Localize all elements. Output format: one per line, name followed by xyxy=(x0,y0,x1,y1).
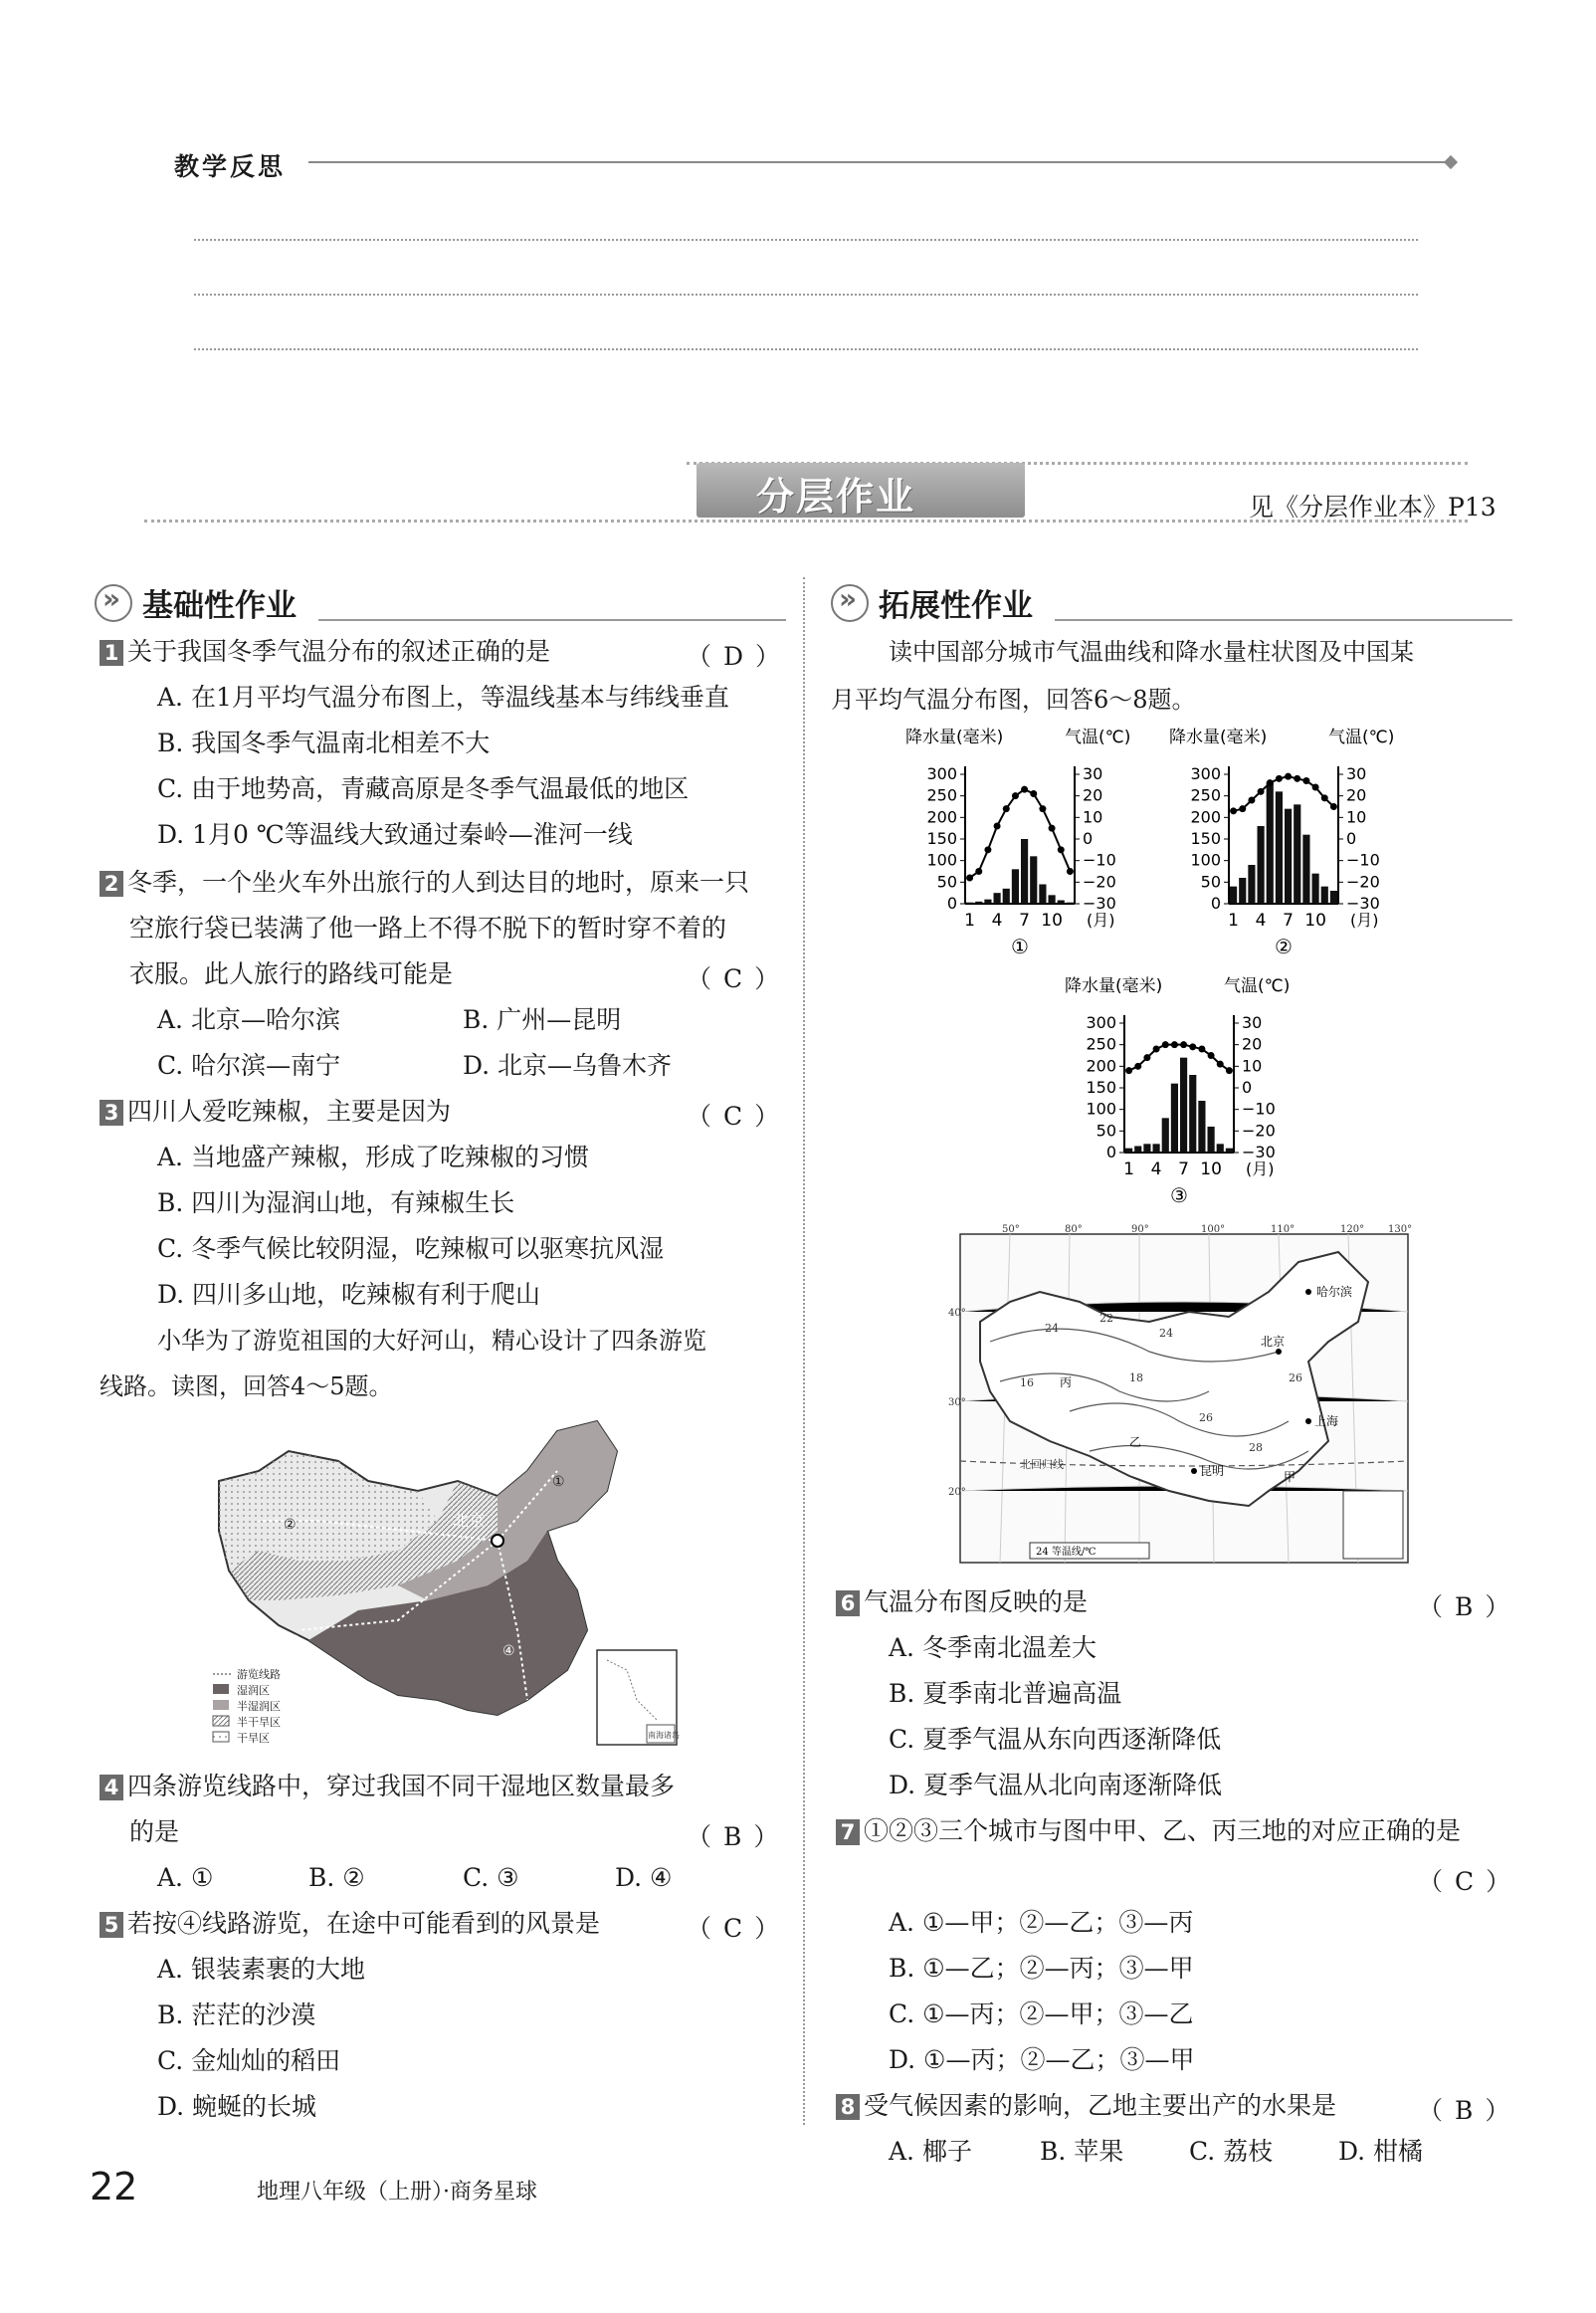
precip-tick-label: 0 xyxy=(1105,1143,1116,1161)
temp-point xyxy=(975,868,982,875)
q3-option-b: B. 四川为湿润山地，有辣椒生长 xyxy=(157,1188,515,1217)
precip-bar xyxy=(1258,826,1265,904)
question-2-line3: 衣服。此人旅行的路线可能是 xyxy=(129,959,454,988)
precip-bar xyxy=(1067,903,1074,904)
temp-point xyxy=(1312,784,1319,791)
svg-text:24: 24 xyxy=(1159,1327,1173,1340)
precip-bar xyxy=(1208,1127,1215,1153)
svg-text:哈尔滨: 哈尔滨 xyxy=(1316,1285,1353,1299)
precip-bar xyxy=(1285,809,1292,904)
svg-text:28: 28 xyxy=(1249,1441,1263,1454)
precip-bar xyxy=(1180,1058,1187,1153)
q8-option-a: A. 椰子 xyxy=(889,2137,972,2166)
precip-bar xyxy=(1189,1075,1196,1153)
month-unit: (月) xyxy=(1350,911,1379,930)
precip-bar xyxy=(1267,783,1274,904)
precip-bar xyxy=(975,902,982,904)
svg-text:22: 22 xyxy=(1099,1312,1113,1325)
q4-option-c: C. ③ xyxy=(463,1863,519,1892)
temp-point xyxy=(1267,779,1274,786)
temp-tick-label: 30 xyxy=(1083,764,1103,783)
q1-option-a: A. 在1月平均气温分布图上，等温线基本与纬线垂直 xyxy=(157,683,729,712)
precip-bar xyxy=(1294,804,1300,904)
svg-text:丙: 丙 xyxy=(1060,1375,1073,1389)
month-tick-label: 1 xyxy=(1123,1159,1134,1179)
temp-tick-label: −10 xyxy=(1242,1099,1276,1119)
precip-tick-label: 200 xyxy=(1086,1056,1116,1076)
basic-heading: »基础性作业 xyxy=(95,580,297,625)
q2-option-a: A. 北京—哈尔滨 xyxy=(157,1005,340,1034)
temp-tick-label: 0 xyxy=(1346,829,1357,848)
q8-option-b: B. 苹果 xyxy=(1040,2137,1124,2166)
temp-tick-label: 30 xyxy=(1242,1013,1263,1032)
precip-bar xyxy=(1162,1118,1169,1153)
precip-tick-label: 150 xyxy=(1190,829,1221,848)
q6-option-b: B. 夏季南北普遍高温 xyxy=(889,1679,1122,1708)
precip-bar xyxy=(1230,887,1237,904)
question-4: 4 四条游览线路中，穿过我国不同干湿地区数量最多 xyxy=(100,1772,675,1801)
temp-point xyxy=(1198,1046,1205,1053)
svg-text:北京: 北京 xyxy=(1261,1335,1286,1349)
q8-option-c: C. 荔枝 xyxy=(1189,2137,1274,2166)
precip-bar xyxy=(1312,874,1319,904)
question-4-line2: 的是 xyxy=(129,1817,180,1846)
precip-tick-label: 0 xyxy=(1210,894,1221,913)
temp-point xyxy=(994,823,1001,830)
question-6: 6 气温分布图反映的是 xyxy=(836,1587,1088,1617)
q3-option-a: A. 当地盛产辣椒，形成了吃辣椒的习惯 xyxy=(157,1143,589,1171)
svg-text:26: 26 xyxy=(1199,1411,1213,1424)
climate-chart-2 xyxy=(1169,725,1418,967)
china-dryness-map xyxy=(199,1411,716,1750)
temp-point xyxy=(1039,805,1046,812)
question-7: 7 ①②③三个城市与图中甲、乙、丙三地的对应正确的是 xyxy=(836,1816,1461,1846)
q4-option-b: B. ② xyxy=(308,1863,365,1892)
reflection-dotline xyxy=(194,294,1418,296)
svg-text:昆明: 昆明 xyxy=(1200,1464,1225,1478)
temp-point xyxy=(966,875,973,882)
precip-bar xyxy=(1003,889,1010,904)
svg-text:甲: 甲 xyxy=(1284,1470,1297,1484)
temp-point xyxy=(1180,1041,1187,1048)
svg-text:120°: 120° xyxy=(1340,1224,1365,1235)
precip-tick-label: 200 xyxy=(926,807,957,827)
svg-text:20°: 20° xyxy=(948,1487,966,1498)
svg-text:24 等温线/℃: 24 等温线/℃ xyxy=(1036,1547,1097,1558)
precip-axis-label: 降水量(毫米) xyxy=(1065,976,1163,996)
q6-option-a: A. 冬季南北温差大 xyxy=(889,1633,1097,1662)
month-tick-label: 10 xyxy=(1304,911,1326,931)
q3-option-d: D. 四川多山地，吃辣椒有利于爬山 xyxy=(157,1280,541,1309)
precip-tick-label: 300 xyxy=(1086,1013,1116,1032)
precip-tick-label: 100 xyxy=(926,850,957,870)
temp-tick-label: 0 xyxy=(1083,829,1094,848)
reflection-rule xyxy=(308,161,1448,163)
temp-point xyxy=(1012,792,1019,799)
month-tick-label: 7 xyxy=(1283,911,1294,931)
temp-tick-label: 20 xyxy=(1242,1034,1263,1054)
precip-tick-label: 300 xyxy=(926,764,957,783)
month-tick-label: 10 xyxy=(1200,1159,1222,1179)
precip-bar xyxy=(984,900,991,904)
month-tick-label: 7 xyxy=(1019,911,1030,931)
svg-text:乙: 乙 xyxy=(1129,1435,1142,1449)
temp-point xyxy=(1153,1046,1160,1053)
precip-tick-label: 300 xyxy=(1190,764,1221,783)
chart-number-label: ③ xyxy=(1170,1183,1188,1207)
temp-tick-label: −20 xyxy=(1083,872,1116,892)
temp-axis-label: 气温(℃) xyxy=(1328,728,1395,747)
answer-2: （C） xyxy=(687,964,792,993)
precip-bar xyxy=(1030,856,1037,904)
climate-chart-1 xyxy=(905,725,1154,967)
precip-bar xyxy=(1198,1101,1205,1153)
temp-tick-label: −10 xyxy=(1083,850,1116,870)
precip-axis-label: 降水量(毫米) xyxy=(905,728,1004,747)
answer-3: （C） xyxy=(687,1102,792,1131)
temp-tick-label: −30 xyxy=(1083,894,1116,913)
chart-number-label: ② xyxy=(1275,935,1293,958)
precip-tick-label: 50 xyxy=(936,872,957,892)
svg-text:游览线路: 游览线路 xyxy=(237,1668,281,1681)
precip-bar xyxy=(1143,1144,1150,1153)
month-tick-label: 7 xyxy=(1178,1159,1189,1179)
precip-tick-label: 150 xyxy=(1086,1078,1116,1097)
reflection-dotline xyxy=(194,239,1418,241)
precip-tick-label: 200 xyxy=(1190,807,1221,827)
month-tick-label: 1 xyxy=(1228,911,1239,931)
precip-bar xyxy=(1302,835,1309,904)
svg-text:干旱区: 干旱区 xyxy=(237,1732,270,1745)
temp-point xyxy=(1294,775,1300,782)
answer-4: （B） xyxy=(687,1822,791,1851)
precip-bar xyxy=(1012,869,1019,904)
q7-option-b: B. ①—乙；②—丙；③—甲 xyxy=(889,1954,1194,1983)
temp-point xyxy=(1058,846,1065,853)
q5-option-d: D. 蜿蜒的长城 xyxy=(157,2092,317,2121)
temp-point xyxy=(984,846,991,853)
q2-option-d: D. 北京—乌鲁木齐 xyxy=(463,1051,673,1080)
temp-point xyxy=(1067,868,1074,875)
isotherm-map xyxy=(950,1222,1418,1571)
svg-text:26: 26 xyxy=(1289,1371,1302,1384)
month-unit: (月) xyxy=(1246,1159,1275,1178)
column-divider xyxy=(803,577,805,2125)
precip-bar xyxy=(1248,865,1255,904)
svg-text:130°: 130° xyxy=(1388,1224,1413,1235)
precip-tick-label: 100 xyxy=(1190,850,1221,870)
temp-point xyxy=(1248,797,1255,804)
temp-tick-label: 10 xyxy=(1242,1056,1263,1076)
extended-intro-line1: 读中国部分城市气温曲线和降水量柱状图及中国某 xyxy=(889,638,1414,666)
temp-point xyxy=(1021,786,1028,793)
svg-text:④: ④ xyxy=(502,1643,515,1659)
temp-tick-label: 10 xyxy=(1346,807,1367,827)
precip-tick-label: 100 xyxy=(1086,1099,1116,1119)
precip-bar xyxy=(966,903,973,904)
precip-bar xyxy=(1171,1084,1178,1153)
question-8: 8 受气候因素的影响，乙地主要出产的水果是 xyxy=(836,2091,1336,2121)
q7-option-c: C. ①—丙；②—甲；③—乙 xyxy=(889,1999,1194,2028)
temp-point xyxy=(1030,790,1037,797)
temp-point xyxy=(1230,807,1237,814)
temp-point xyxy=(1134,1063,1141,1070)
q5-option-b: B. 茫茫的沙漠 xyxy=(157,2000,316,2029)
month-tick-label: 1 xyxy=(964,911,975,931)
arrow-icon xyxy=(95,584,132,622)
precip-tick-label: 250 xyxy=(1086,1034,1116,1054)
q4-option-d: D. ④ xyxy=(615,1863,673,1892)
temp-point xyxy=(1330,803,1337,810)
precip-tick-label: 150 xyxy=(926,829,957,848)
question-1: 1 关于我国冬季气温分布的叙述正确的是 xyxy=(100,637,550,667)
precip-axis-label: 降水量(毫米) xyxy=(1169,728,1268,747)
q1-option-c: C. 由于地势高，青藏高原是冬季气温最低的地区 xyxy=(157,774,690,803)
svg-text:上海: 上海 xyxy=(1314,1414,1339,1428)
temp-point xyxy=(1171,1041,1178,1048)
temp-tick-label: 20 xyxy=(1346,785,1367,805)
svg-text:90°: 90° xyxy=(1131,1224,1149,1235)
temp-point xyxy=(1143,1054,1150,1061)
answer-7: （C） xyxy=(1418,1867,1523,1896)
svg-text:110°: 110° xyxy=(1271,1224,1296,1235)
precip-bar xyxy=(1039,885,1046,905)
temp-point xyxy=(1239,805,1246,812)
q7-option-d: D. ①—丙；②—乙；③—甲 xyxy=(889,2045,1195,2074)
temp-tick-label: −20 xyxy=(1242,1121,1276,1141)
precip-tick-label: 250 xyxy=(1190,785,1221,805)
svg-text:北京: 北京 xyxy=(453,1511,486,1530)
temp-tick-label: 10 xyxy=(1083,807,1103,827)
banner-reference: 见《分层作业本》P13 xyxy=(1249,493,1496,522)
intro-4-5-line2: 线路。读图，回答4～5题。 xyxy=(100,1372,393,1400)
q2-option-c: C. 哈尔滨—南宁 xyxy=(157,1051,341,1080)
svg-text:北回归线: 北回归线 xyxy=(1020,1458,1064,1471)
svg-text:18: 18 xyxy=(1129,1371,1143,1384)
extended-heading: »拓展性作业 xyxy=(831,580,1033,625)
svg-text:半干旱区: 半干旱区 xyxy=(237,1716,281,1729)
answer-8: （B） xyxy=(1418,2096,1522,2125)
question-2: 2 冬季，一个坐火车外出旅行的人到达目的地时，原来一只 xyxy=(100,868,749,898)
page-number: 22 xyxy=(90,2165,138,2208)
temp-point xyxy=(1049,825,1056,832)
temp-point xyxy=(1285,773,1292,780)
book-title: 地理八年级（上册）·商务星球 xyxy=(257,2180,537,2205)
svg-text:半湿润区: 半湿润区 xyxy=(237,1700,281,1713)
precip-bar xyxy=(1226,1149,1233,1153)
temp-tick-label: −10 xyxy=(1346,850,1380,870)
svg-text:100°: 100° xyxy=(1201,1224,1226,1235)
svg-text:40°: 40° xyxy=(948,1308,966,1319)
svg-text:24: 24 xyxy=(1045,1322,1059,1335)
precip-bar xyxy=(1134,1147,1141,1154)
precip-bar xyxy=(1021,839,1028,904)
answer-1: （D） xyxy=(687,642,793,671)
question-2-line2: 空旅行袋已装满了他一路上不得不脱下的暂时穿不着的 xyxy=(129,914,727,943)
question-5: 5 若按④线路游览，在途中可能看到的风景是 xyxy=(100,1909,600,1939)
answer-6: （B） xyxy=(1418,1592,1522,1621)
temp-axis-label: 气温(℃) xyxy=(1224,976,1291,996)
temp-axis-label: 气温(℃) xyxy=(1065,728,1131,747)
answer-5: （C） xyxy=(687,1914,792,1943)
temp-point xyxy=(1226,1067,1233,1074)
extended-heading-rule xyxy=(1055,619,1512,621)
svg-text:50°: 50° xyxy=(1002,1224,1020,1235)
svg-text:①: ① xyxy=(552,1474,565,1490)
month-tick-label: 4 xyxy=(991,911,1003,931)
temp-point xyxy=(1162,1041,1169,1048)
svg-text:30°: 30° xyxy=(948,1397,966,1408)
precip-bar xyxy=(1049,895,1056,904)
banner-title: 分层作业 xyxy=(756,475,916,519)
precip-tick-label: 250 xyxy=(926,785,957,805)
temp-tick-label: −30 xyxy=(1346,894,1380,913)
temp-line xyxy=(1234,776,1334,811)
q6-option-d: D. 夏季气温从北向南逐渐降低 xyxy=(889,1771,1223,1799)
temp-point xyxy=(1125,1067,1132,1074)
precip-bar xyxy=(1153,1144,1160,1153)
svg-text:湿润区: 湿润区 xyxy=(237,1684,270,1697)
svg-text:16: 16 xyxy=(1020,1376,1034,1389)
climate-chart-3 xyxy=(1065,973,1313,1216)
arrow-icon xyxy=(831,584,869,622)
temp-tick-label: −30 xyxy=(1242,1143,1276,1161)
temp-point xyxy=(1276,775,1283,782)
q4-option-a: A. ① xyxy=(157,1863,214,1892)
precip-tick-label: 0 xyxy=(946,894,957,913)
svg-text:③: ③ xyxy=(289,1633,301,1649)
precip-bar xyxy=(1276,791,1283,904)
q1-option-b: B. 我国冬季气温南北相差不大 xyxy=(157,729,491,757)
temp-point xyxy=(1321,794,1328,801)
precip-tick-label: 50 xyxy=(1096,1121,1116,1141)
temp-tick-label: 30 xyxy=(1346,764,1367,783)
temp-tick-label: 0 xyxy=(1242,1078,1253,1097)
q5-option-a: A. 银装素裹的大地 xyxy=(157,1955,365,1984)
basic-heading-rule xyxy=(318,619,786,621)
q2-option-b: B. 广州—昆明 xyxy=(463,1005,622,1034)
temp-line xyxy=(970,789,1071,878)
temp-point xyxy=(1302,777,1309,784)
q1-option-d: D. 1月0 ℃等温线大致通过秦岭—淮河一线 xyxy=(157,820,633,849)
extended-intro-line2: 月平均气温分布图，回答6～8题。 xyxy=(831,686,1196,714)
precip-bar xyxy=(1125,1149,1132,1153)
chart-number-label: ① xyxy=(1011,935,1029,958)
q8-option-d: D. 柑橘 xyxy=(1338,2137,1424,2166)
temp-point xyxy=(1258,788,1265,795)
temp-point xyxy=(1217,1061,1224,1068)
temp-tick-label: −20 xyxy=(1346,872,1380,892)
precip-bar xyxy=(1330,891,1337,904)
svg-text:80°: 80° xyxy=(1065,1224,1083,1235)
reflection-dotline xyxy=(194,348,1418,350)
precip-bar xyxy=(1058,901,1065,904)
svg-text:②: ② xyxy=(284,1517,297,1533)
question-3: 3 四川人爱吃辣椒，主要是因为 xyxy=(100,1097,451,1127)
temp-tick-label: 20 xyxy=(1083,785,1103,805)
temp-point xyxy=(1208,1052,1215,1059)
month-tick-label: 10 xyxy=(1041,911,1063,931)
temp-point xyxy=(1003,805,1010,812)
month-tick-label: 4 xyxy=(1255,911,1267,931)
svg-text:南海诸岛: 南海诸岛 xyxy=(648,1731,680,1740)
intro-4-5-line1: 小华为了游览祖国的大好河山，精心设计了四条游览 xyxy=(157,1327,706,1355)
reflection-title: 教学反思 xyxy=(174,152,287,181)
precip-bar xyxy=(1239,878,1246,904)
precip-bar xyxy=(1217,1144,1224,1153)
temp-point xyxy=(1189,1043,1196,1050)
month-tick-label: 4 xyxy=(1150,1159,1162,1179)
q6-option-c: C. 夏季气温从东向西逐渐降低 xyxy=(889,1725,1222,1754)
q3-option-c: C. 冬季气候比较阴湿，吃辣椒可以驱寒抗风湿 xyxy=(157,1234,665,1263)
q5-option-c: C. 金灿灿的稻田 xyxy=(157,2046,341,2075)
precip-bar xyxy=(1321,887,1328,904)
q7-option-a: A. ①—甲；②—乙；③—丙 xyxy=(889,1908,1194,1937)
precip-tick-label: 50 xyxy=(1200,872,1221,892)
month-unit: (月) xyxy=(1087,911,1115,930)
precip-bar xyxy=(994,893,1001,904)
